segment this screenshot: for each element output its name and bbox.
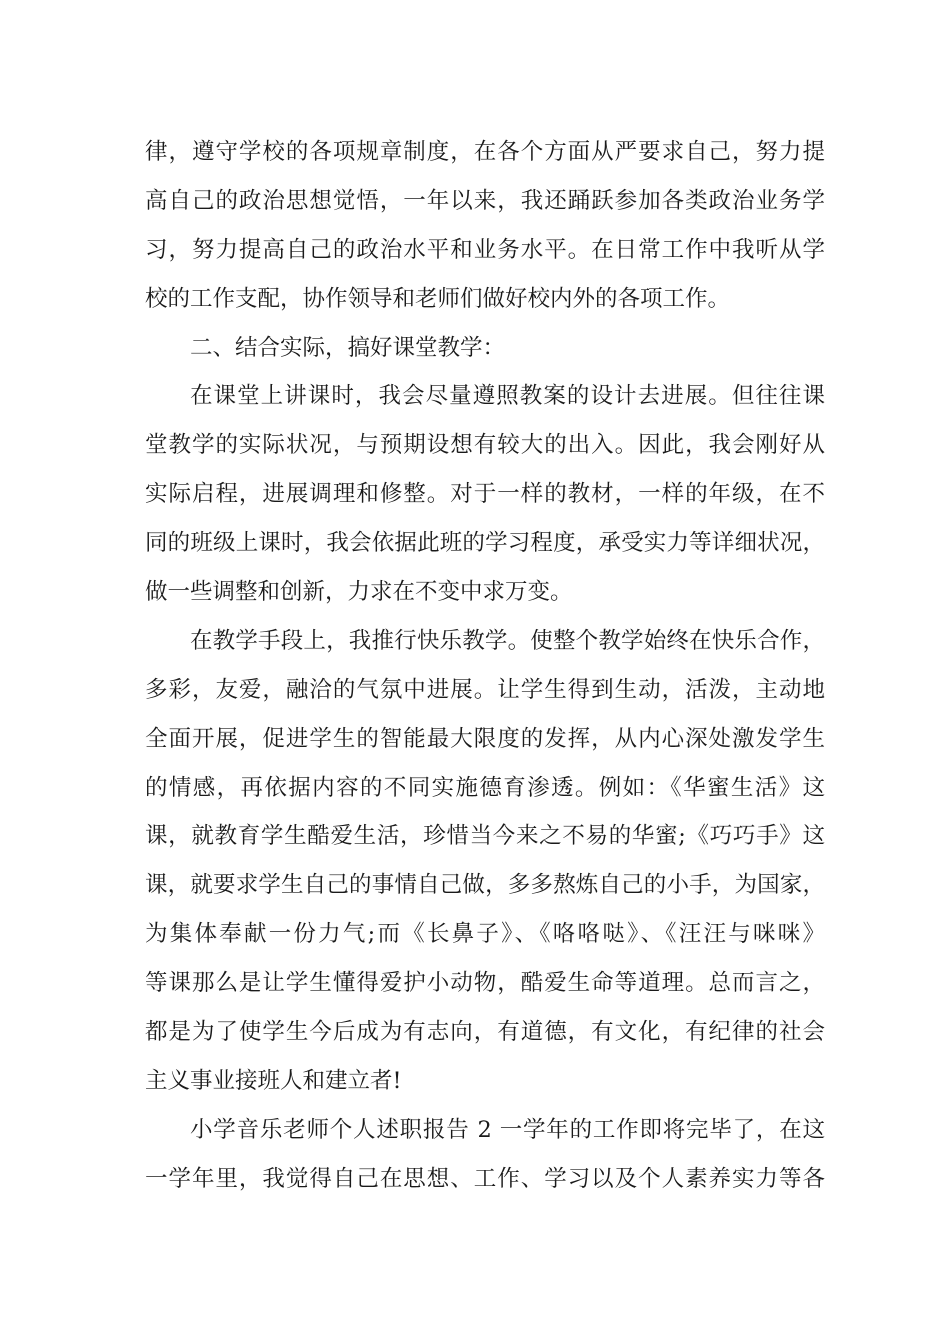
text-line: 二、结合实际，搞好课堂教学： <box>190 334 506 361</box>
text-line: 习，努力提高自己的政治水平和业务水平。在日常工作中我听从学 <box>145 236 825 263</box>
text-line: 做一些调整和创新，力求在不变中求万变。 <box>145 579 573 606</box>
text-line: 的情感，再依据内容的不同实施德育渗透。例如：《华蜜生活》这 <box>145 774 825 801</box>
text-line: 堂教学的实际状况，与预期设想有较大的出入。因此，我会刚好从 <box>145 432 825 459</box>
text-line: 律，遵守学校的各项规章制度，在各个方面从严要求自己，努力提 <box>145 139 825 165</box>
text-line: 高自己的政治思想觉悟，一年以来，我还踊跃参加各类政治业务学 <box>145 187 825 214</box>
text-line: 课，就教育学生酷爱生活，珍惜当今来之不易的华蜜;《巧巧手》这 <box>145 823 825 850</box>
text-line: 一学年里，我觉得自己在思想、工作、学习以及个人素养实力等各 <box>145 1165 825 1192</box>
text-line: 同的班级上课时，我会依据此班的学习程度，承受实力等详细状况， <box>145 530 825 557</box>
text-line: 在教学手段上，我推行快乐教学。使整个教学始终在快乐合作， <box>190 627 825 654</box>
text-line: 主义事业接班人和建立者! <box>145 1067 402 1094</box>
text-line: 小学音乐老师个人述职报告 2 一学年的工作即将完毕了，在这 <box>190 1116 825 1143</box>
text-line: 等课那么是让学生懂得爱护小动物，酷爱生命等道理。总而言之， <box>145 970 825 997</box>
text-line: 全面开展，促进学生的智能最大限度的发挥，从内心深处激发学生 <box>145 725 825 752</box>
text-line: 为集体奉献一份力气;而《长鼻子》、《咯咯哒》、《汪汪与咪咪》 <box>145 921 825 948</box>
text-line: 在课堂上讲课时，我会尽量遵照教案的设计去进展。但往往课 <box>190 383 825 410</box>
text-line: 课，就要求学生自己的事情自己做，多多熬炼自己的小手，为国家， <box>145 872 825 899</box>
text-line: 校的工作支配，协作领导和老师们做好校内外的各项工作。 <box>145 285 731 312</box>
text-line: 都是为了使学生今后成为有志向，有道德，有文化，有纪律的社会 <box>145 1019 825 1046</box>
document-body <box>145 128 825 1204</box>
text-line: 多彩，友爱，融洽的气氛中进展。让学生得到生动，活泼，主动地 <box>145 676 825 703</box>
text-line: 实际启程，进展调理和修整。对于一样的教材，一样的年级，在不 <box>145 481 825 508</box>
